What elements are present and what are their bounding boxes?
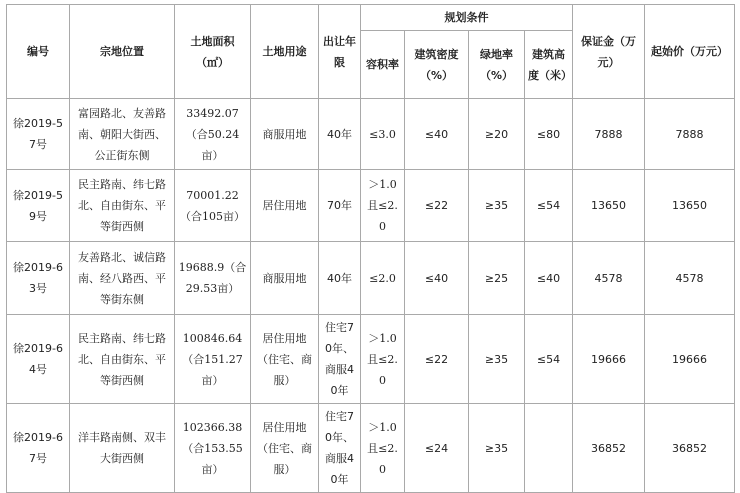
cell-start-price: 13650 xyxy=(645,170,735,242)
cell-green: ≥35 xyxy=(469,315,525,404)
cell-green: ≥35 xyxy=(469,170,525,242)
cell-use: 居住用地（住宅、商服） xyxy=(251,315,319,404)
header-term: 出让年限 xyxy=(319,5,361,99)
cell-use: 商服用地 xyxy=(251,242,319,315)
cell-area: 19688.9（合29.53亩） xyxy=(175,242,251,315)
cell-location: 友善路北、诚信路南、经八路西、平等街东侧 xyxy=(70,242,175,315)
cell-start-price: 7888 xyxy=(645,99,735,170)
cell-plot-ratio: ＞1.0且≤2.0 xyxy=(361,404,405,493)
cell-term: 40年 xyxy=(319,242,361,315)
header-start-price: 起始价（万元） xyxy=(645,5,735,99)
cell-use: 居住用地（住宅、商服） xyxy=(251,404,319,493)
cell-deposit: 7888 xyxy=(573,99,645,170)
table-row xyxy=(7,404,735,493)
cell-density: ≤22 xyxy=(405,170,469,242)
cell-location: 洋丰路南侧、双丰大街西侧 xyxy=(70,404,175,493)
cell-term: 住宅70年、商服40年 xyxy=(319,315,361,404)
header-density: 建筑密度（%） xyxy=(405,31,469,99)
cell-area: 100846.64（合151.27亩） xyxy=(175,315,251,404)
land-auction-table xyxy=(6,4,735,493)
cell-deposit: 36852 xyxy=(573,404,645,493)
cell-height xyxy=(525,404,573,493)
table-row xyxy=(7,99,735,170)
cell-area: 70001.22（合105亩） xyxy=(175,170,251,242)
cell-green: ≥25 xyxy=(469,242,525,315)
cell-start-price: 36852 xyxy=(645,404,735,493)
cell-use: 居住用地 xyxy=(251,170,319,242)
table-row xyxy=(7,170,735,242)
cell-density: ≤24 xyxy=(405,404,469,493)
cell-area: 33492.07（合50.24亩） xyxy=(175,99,251,170)
cell-height: ≤80 xyxy=(525,99,573,170)
cell-green: ≥20 xyxy=(469,99,525,170)
table-row xyxy=(7,315,735,404)
cell-plot-ratio: ＞1.0且≤2.0 xyxy=(361,315,405,404)
cell-start-price: 4578 xyxy=(645,242,735,315)
cell-id: 徐2019-57号 xyxy=(7,99,70,170)
cell-plot-ratio: ＞1.0且≤2.0 xyxy=(361,170,405,242)
table-row xyxy=(7,242,735,315)
cell-location: 民主路南、纬七路北、自由街东、平等街西侧 xyxy=(70,315,175,404)
cell-id: 徐2019-59号 xyxy=(7,170,70,242)
cell-height: ≤54 xyxy=(525,315,573,404)
cell-term: 住宅70年、商服40年 xyxy=(319,404,361,493)
cell-location: 民主路南、纬七路北、自由街东、平等街西侧 xyxy=(70,170,175,242)
cell-id: 徐2019-63号 xyxy=(7,242,70,315)
cell-deposit: 4578 xyxy=(573,242,645,315)
cell-height: ≤54 xyxy=(525,170,573,242)
cell-use: 商服用地 xyxy=(251,99,319,170)
cell-density: ≤40 xyxy=(405,99,469,170)
header-area: 土地面积（㎡） xyxy=(175,5,251,99)
cell-term: 70年 xyxy=(319,170,361,242)
cell-deposit: 19666 xyxy=(573,315,645,404)
header-use: 土地用途 xyxy=(251,5,319,99)
cell-plot-ratio: ≤3.0 xyxy=(361,99,405,170)
cell-location: 富园路北、友善路南、朝阳大街西、公正街东侧 xyxy=(70,99,175,170)
header-green: 绿地率（%） xyxy=(469,31,525,99)
cell-density: ≤22 xyxy=(405,315,469,404)
cell-plot-ratio: ≤2.0 xyxy=(361,242,405,315)
header-plot-ratio: 容积率 xyxy=(361,31,405,99)
cell-deposit: 13650 xyxy=(573,170,645,242)
header-planning: 规划条件 xyxy=(361,5,573,31)
cell-density: ≤40 xyxy=(405,242,469,315)
cell-start-price: 19666 xyxy=(645,315,735,404)
cell-green: ≥35 xyxy=(469,404,525,493)
cell-term: 40年 xyxy=(319,99,361,170)
header-location: 宗地位置 xyxy=(70,5,175,99)
header-height: 建筑高度（米） xyxy=(525,31,573,99)
header-deposit: 保证金（万元） xyxy=(573,5,645,99)
cell-id: 徐2019-67号 xyxy=(7,404,70,493)
cell-area: 102366.38（合153.55亩） xyxy=(175,404,251,493)
cell-height: ≤40 xyxy=(525,242,573,315)
cell-id: 徐2019-64号 xyxy=(7,315,70,404)
header-id: 编号 xyxy=(7,5,70,99)
